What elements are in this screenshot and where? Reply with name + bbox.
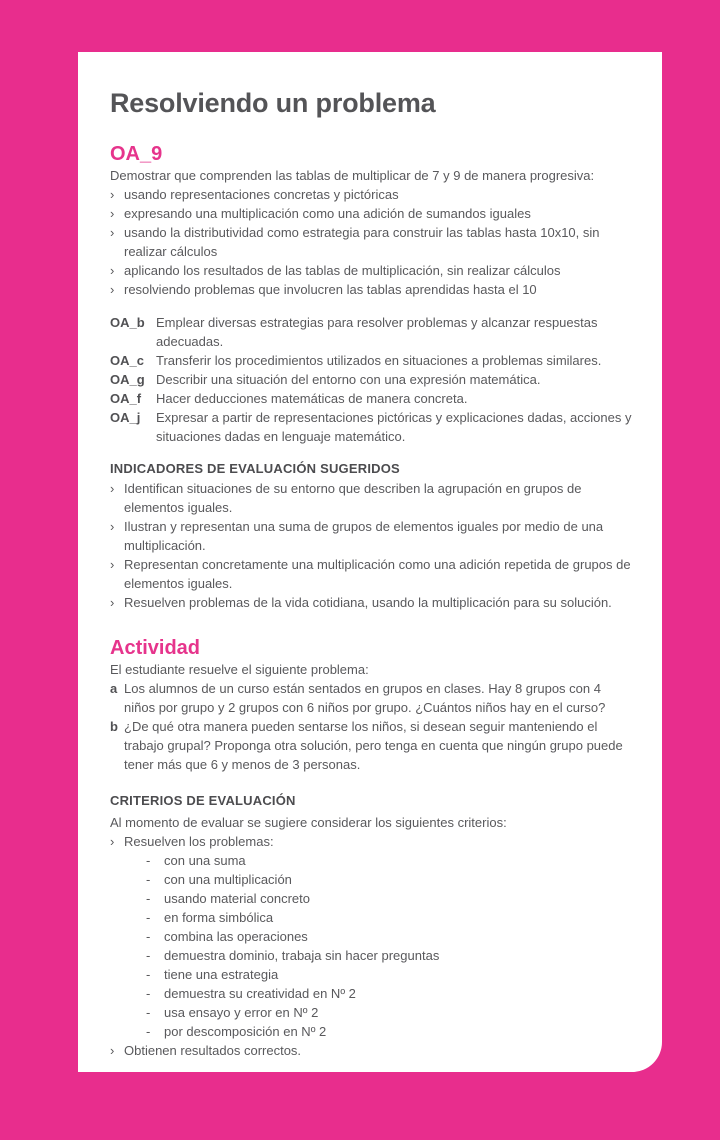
oa9-bullet-text: aplicando los resultados de las tablas de multiplicación, sin realizar cálculos — [124, 263, 561, 278]
criterios-sub-text: demuestra su creatividad en Nº 2 — [164, 986, 356, 1001]
actividad-intro: El estudiante resuelve el siguiente problema: — [110, 662, 369, 677]
bullet-chevron-icon: › — [110, 206, 115, 221]
actividad-item-a — [110, 679, 632, 717]
actividad-item-text: Los alumnos de un curso están sentados en grupos en clases. Hay 8 grupos con 4 niños por grupo y 2 grupos con 6 niños por grupo. ¿Cuántos niños hay en el curso? — [124, 681, 606, 715]
dash-icon: - — [146, 853, 151, 868]
bullet-chevron-icon: › — [110, 187, 115, 202]
criterios-sub-text: combina las operaciones — [164, 929, 308, 944]
dash-icon: - — [146, 1024, 151, 1039]
dash-icon: - — [146, 1005, 151, 1020]
criterios-heading: CRITERIOS DE EVALUACIÓN — [110, 793, 296, 808]
oa-ref-row — [110, 313, 632, 351]
criterios-sub-item — [146, 889, 632, 908]
dash-icon: - — [146, 986, 151, 1001]
actividad-item-label: b — [110, 719, 118, 734]
criterios-sub-item — [146, 965, 632, 984]
dash-icon: - — [146, 967, 151, 982]
actividad-item-label: a — [110, 681, 118, 696]
oa-ref-code: OA_b — [110, 315, 145, 330]
criterios-sub-item — [146, 1022, 632, 1041]
indicadores-bullet-list — [110, 479, 632, 612]
criterios-sub-text: demuestra dominio, trabaja sin hacer preguntas — [164, 948, 440, 963]
criterios-sub-item — [146, 1003, 632, 1022]
indicadores-bullet-text: Identifican situaciones de su entorno que describen la agrupación en grupos de elementos iguales. — [124, 481, 582, 515]
bullet-chevron-icon: › — [110, 519, 115, 534]
indicadores-bullet-text: Resuelven problemas de la vida cotidiana, usando la multiplicación para su solución. — [124, 595, 612, 610]
criterios-sub-text: tiene una estrategia — [164, 967, 279, 982]
criterios-final-item — [110, 1041, 632, 1060]
dash-icon: - — [146, 948, 151, 963]
criterios-sub-item — [146, 984, 632, 1003]
criterios-sub-text: usa ensayo y error en Nº 2 — [164, 1005, 319, 1020]
criterios-sub-text: por descomposición en Nº 2 — [164, 1024, 327, 1039]
dash-icon: - — [146, 929, 151, 944]
oa9-bullet-text: usando representaciones concretas y pictóricas — [124, 187, 399, 202]
section-actividad — [110, 637, 632, 774]
oa-ref-text: Hacer deducciones matemáticas de manera concreta. — [156, 391, 468, 406]
bullet-chevron-icon: › — [110, 225, 115, 240]
criterios-sub-item — [146, 927, 632, 946]
indicadores-bullet-item — [110, 517, 632, 555]
indicadores-bullet-text: Representan concretamente una multiplicación como una adición repetida de grupos de elementos iguales. — [124, 557, 631, 591]
oa9-bullet-text: usando la distributividad como estrategia para construir las tablas hasta 10x10, sin realizar cálculos — [124, 225, 600, 259]
criterios-intro: Al momento de evaluar se sugiere considerar los siguientes criterios: — [110, 815, 507, 830]
bullet-chevron-icon: › — [110, 834, 115, 849]
oa-ref-row — [110, 389, 632, 408]
bullet-chevron-icon: › — [110, 282, 115, 297]
content-card — [78, 52, 662, 1072]
oa9-bullet-item — [110, 204, 632, 223]
oa-ref-code: OA_f — [110, 391, 142, 406]
bullet-chevron-icon: › — [110, 557, 115, 572]
bullet-chevron-icon: › — [110, 595, 115, 610]
indicadores-heading: INDICADORES DE EVALUACIÓN SUGERIDOS — [110, 461, 400, 476]
dash-icon: - — [146, 891, 151, 906]
criterios-sub-text: con una suma — [164, 853, 246, 868]
oa-ref-text: Describir una situación del entorno con una expresión matemática. — [156, 372, 541, 387]
criterios-sub-item — [146, 870, 632, 889]
criterios-final-list — [110, 1041, 632, 1060]
indicadores-bullet-item — [110, 479, 632, 517]
bullet-chevron-icon: › — [110, 481, 115, 496]
oa-ref-row — [110, 351, 632, 370]
page-title: Resolviendo un problema — [110, 88, 436, 118]
criterios-sub-list — [146, 851, 632, 1041]
actividad-item-b — [110, 717, 632, 774]
oa9-bullet-text: expresando una multiplicación como una adición de sumandos iguales — [124, 206, 531, 221]
section-oa9 — [110, 143, 632, 299]
oa-ref-code: OA_j — [110, 410, 141, 425]
criterios-group-item — [110, 832, 632, 851]
oa9-bullet-text: resolviendo problemas que involucren las tablas aprendidas hasta el 10 — [124, 282, 537, 297]
oa-ref-code: OA_c — [110, 353, 144, 368]
criterios-sub-text: en forma simbólica — [164, 910, 274, 925]
actividad-heading: Actividad — [110, 637, 201, 659]
oa9-bullet-item — [110, 261, 632, 280]
criterios-group-label: Resuelven los problemas: — [124, 834, 274, 849]
indicadores-bullet-item — [110, 555, 632, 593]
oa9-heading: OA_9 — [110, 143, 163, 165]
indicadores-bullet-item — [110, 593, 632, 612]
oa9-bullet-item — [110, 223, 632, 261]
bullet-chevron-icon: › — [110, 1043, 115, 1058]
oa-ref-text: Emplear diversas estrategias para resolver problemas y alcanzar respuestas adecuadas. — [156, 315, 598, 349]
criterios-sub-item — [146, 851, 632, 870]
indicadores-bullet-text: Ilustran y representan una suma de grupos de elementos iguales por medio de una multiplicación. — [124, 519, 604, 553]
section-criterios — [110, 791, 632, 1060]
oa-ref-text: Expresar a partir de representaciones pictóricas y explicaciones dadas, acciones y situaciones dadas en lenguaje matemático. — [156, 410, 632, 444]
criterios-final-text: Obtienen resultados correctos. — [124, 1043, 302, 1058]
dash-icon: - — [146, 910, 151, 925]
oa-ref-row — [110, 370, 632, 389]
oa-ref-text: Transferir los procedimientos utilizados en situaciones a problemas similares. — [156, 353, 602, 368]
oa-ref-row — [110, 408, 632, 446]
actividad-item-text: ¿De qué otra manera pueden sentarse los niños, si desean seguir manteniendo el trabajo grupal? Proponga otra solución, pero tenga en cuenta que ningún grupo puede tener más que 6 y menos de 3 personas. — [124, 719, 623, 772]
oa9-intro: Demostrar que comprenden las tablas de multiplicar de 7 y 9 de manera progresiva: — [110, 168, 595, 183]
oa9-bullet-item — [110, 280, 632, 299]
bullet-chevron-icon: › — [110, 263, 115, 278]
section-oa-references — [110, 313, 632, 446]
dash-icon: - — [146, 872, 151, 887]
section-indicadores — [110, 459, 632, 612]
criterios-sub-item — [146, 946, 632, 965]
oa9-bullet-list — [110, 185, 632, 299]
oa9-bullet-item — [110, 185, 632, 204]
criterios-sub-text: usando material concreto — [164, 891, 310, 906]
criterios-list — [110, 832, 632, 851]
oa-ref-code: OA_g — [110, 372, 145, 387]
criterios-sub-item — [146, 908, 632, 927]
criterios-sub-text: con una multiplicación — [164, 872, 292, 887]
